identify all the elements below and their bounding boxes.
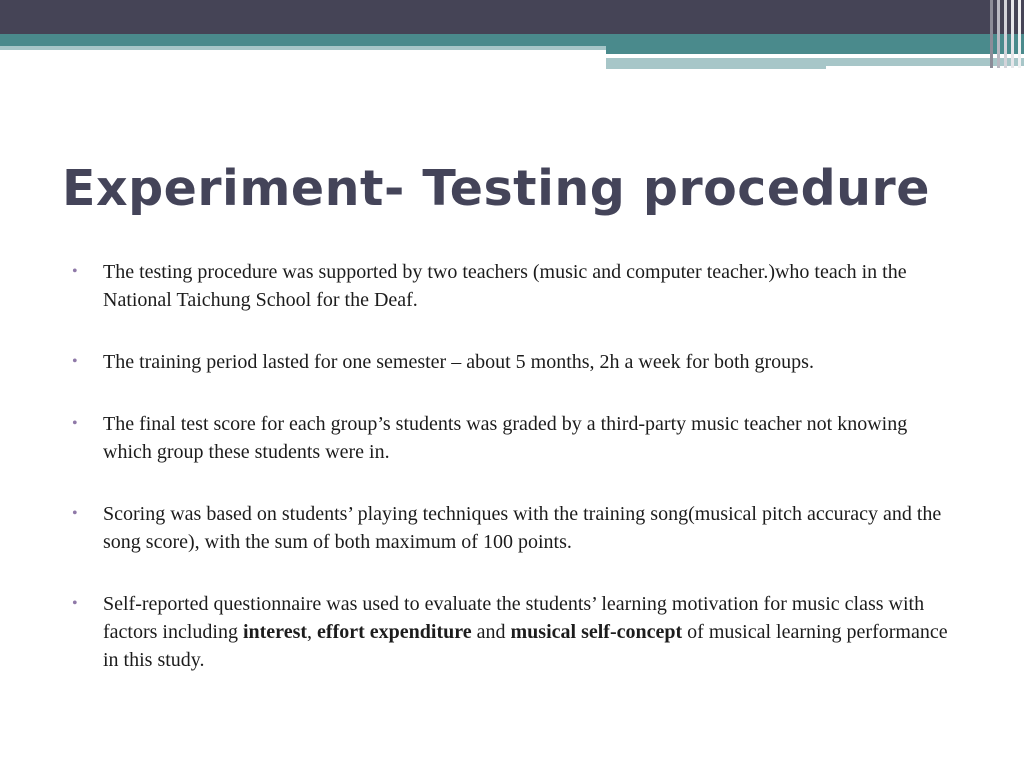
bold-term-interest: interest — [242, 621, 308, 643]
bullet-text: and — [471, 621, 511, 643]
bullet-text: The final test score for each group’s students was graded by a third-party music teacher not knowing which group these students were in. — [103, 413, 908, 463]
bullet-text: The training period lasted for one semester – about 5 months, 2h a week for both groups. — [103, 351, 814, 373]
bullet-text: , — [307, 621, 318, 643]
bold-term-musical-self-concept: musical self-concept — [510, 621, 683, 643]
bullet-item — [72, 258, 952, 314]
bullet-item — [72, 590, 952, 674]
bullet-list — [72, 258, 952, 674]
bullet-text: Scoring was based on students’ playing techniques with the training song(musical pitch accuracy and the song score), with the sum of both maximum of 100 points. — [103, 503, 942, 553]
bullet-text: Self-reported questionnaire was used to evaluate the students’ learning motivation for music class with factors including — [103, 593, 925, 643]
bullet-dot-icon: • — [72, 595, 78, 612]
bullet-text: The testing procedure was supported by two teachers (music and computer teacher.)who teach in the National Taichung School for the Deaf. — [103, 261, 907, 311]
slide-title: Experiment- Testing procedure — [62, 160, 930, 217]
bullet-dot-icon: • — [72, 263, 78, 280]
bullet-dot-icon: • — [72, 415, 78, 432]
bullet-dot-icon: • — [72, 505, 78, 522]
bullet-item — [72, 500, 952, 556]
bold-term-effort-expenditure: effort expenditure — [317, 621, 472, 643]
header-decoration — [0, 0, 1024, 80]
bullet-item — [72, 410, 952, 466]
bullet-item — [72, 348, 952, 376]
bullet-dot-icon: • — [72, 353, 78, 370]
bullet-text: of musical learning performance in this study. — [103, 621, 948, 671]
